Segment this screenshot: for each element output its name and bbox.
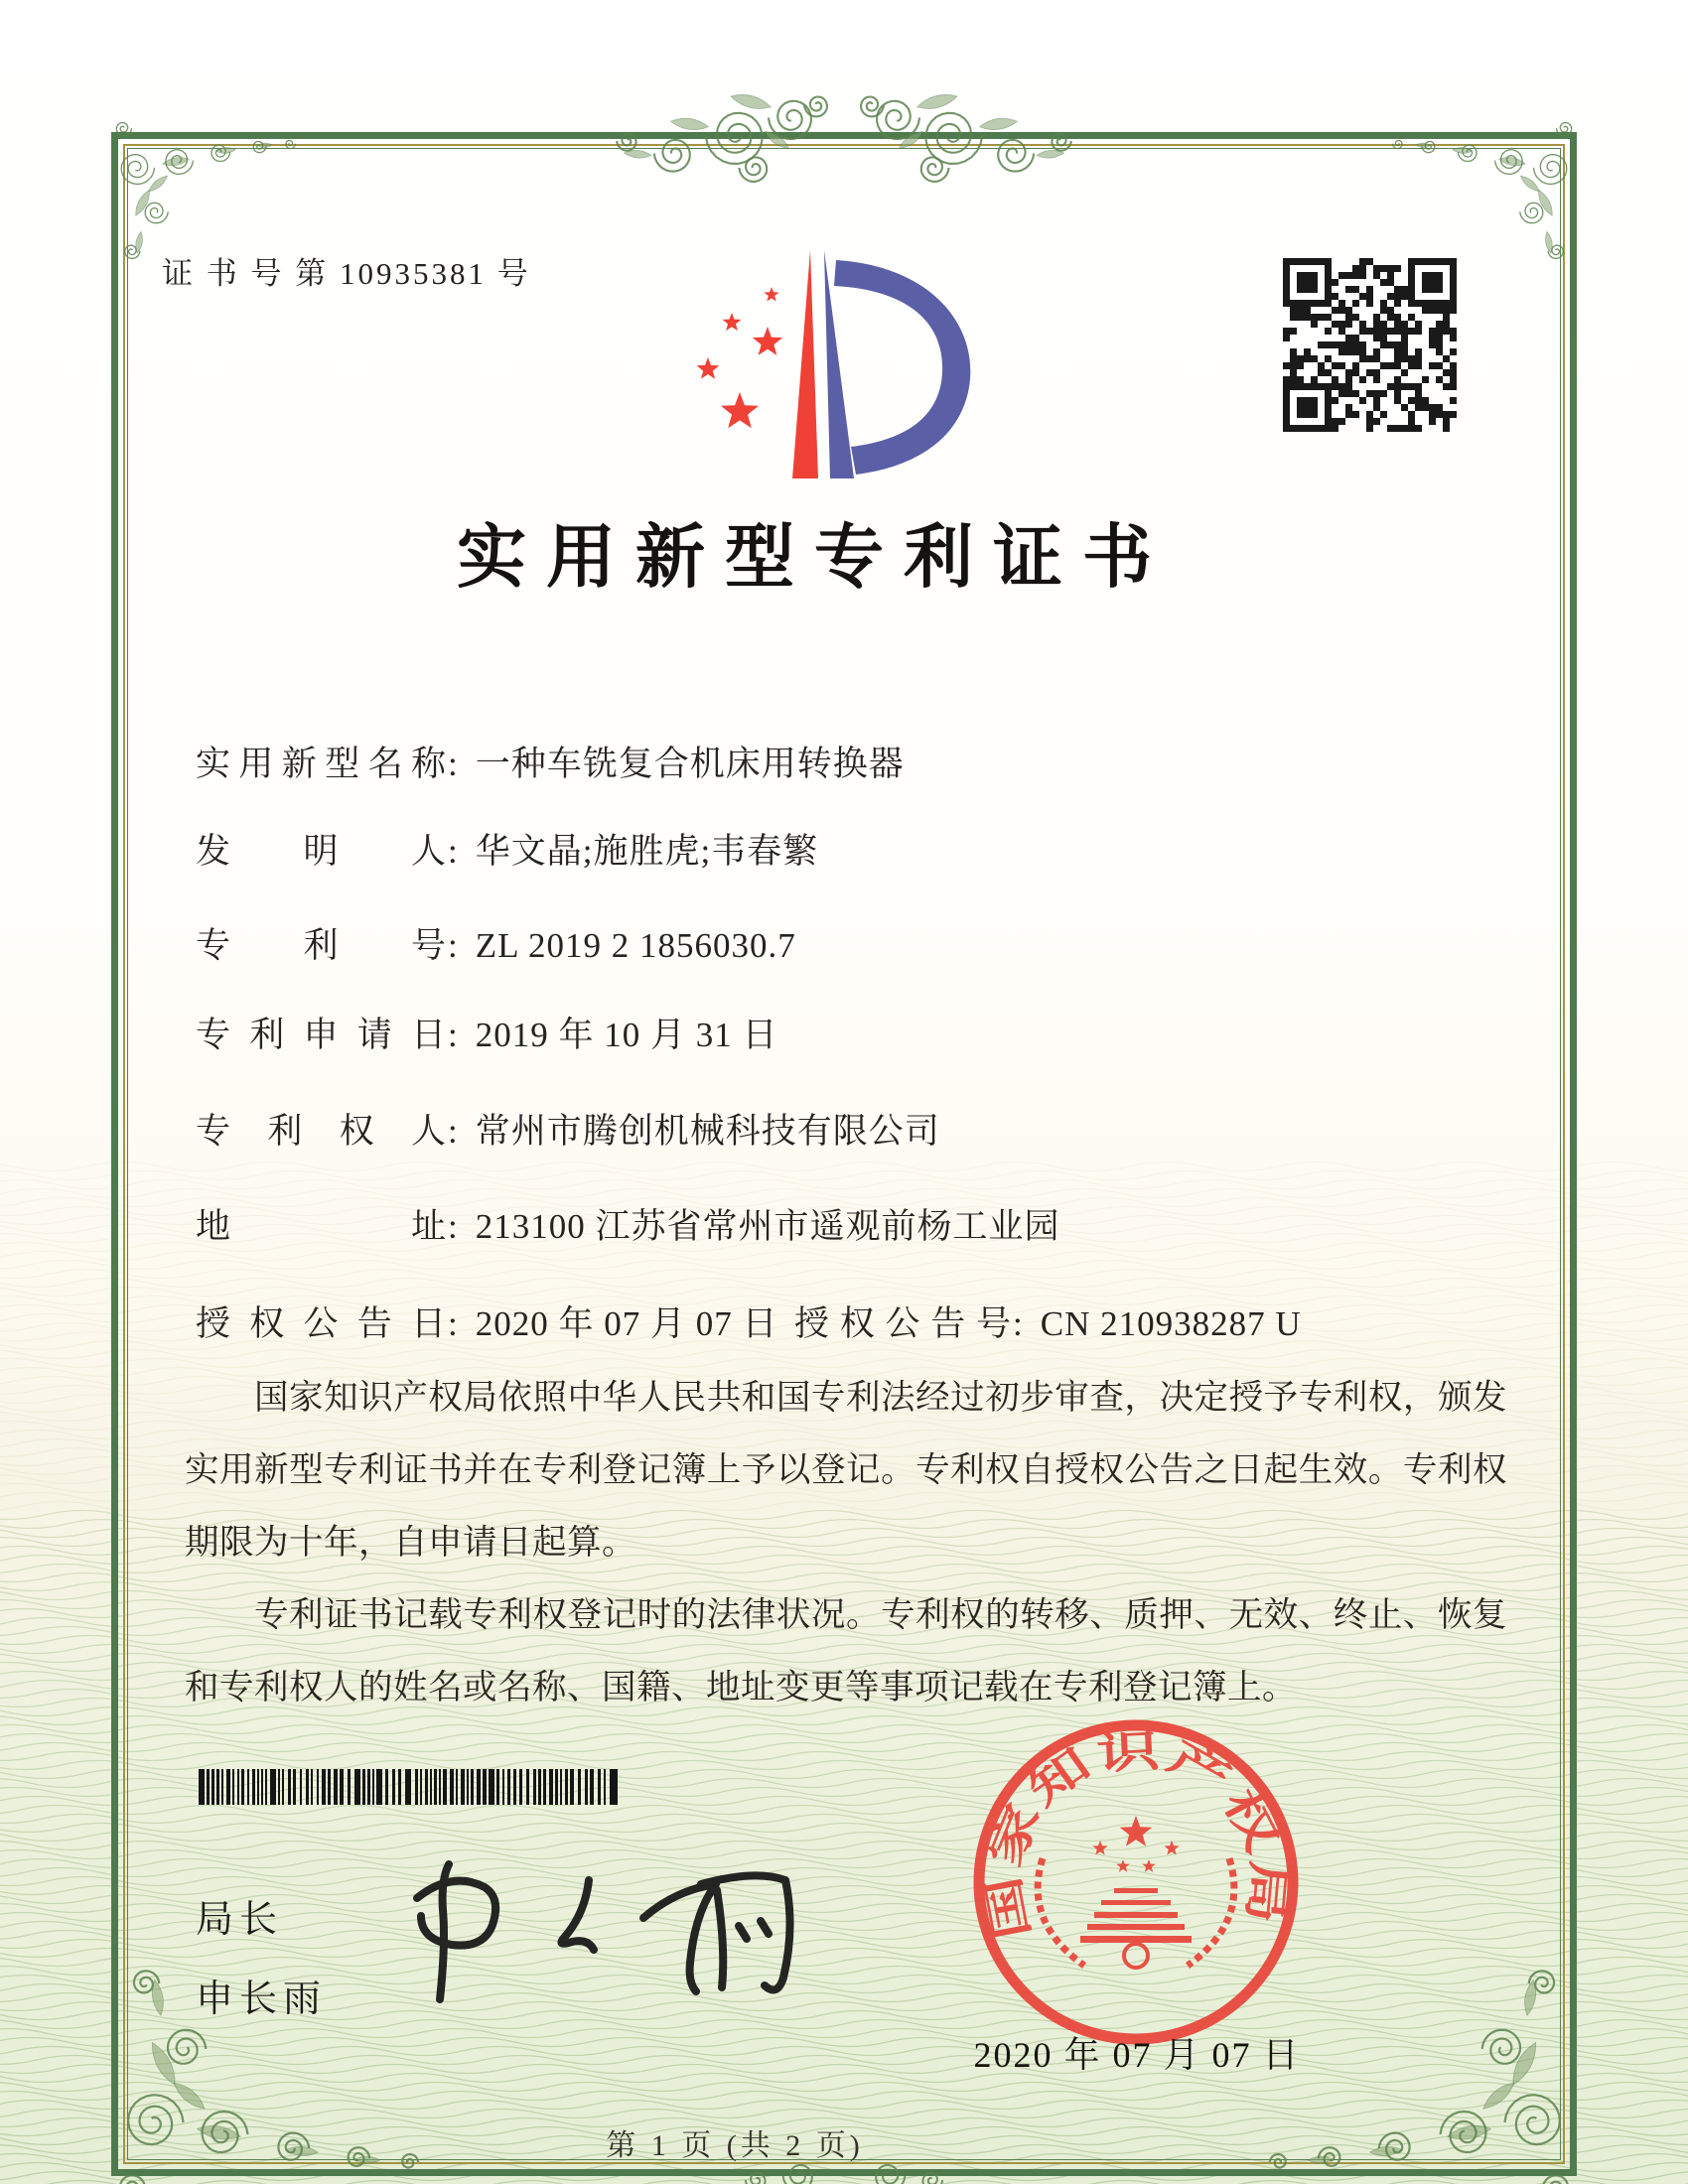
logo-blue-bowl: [834, 260, 970, 475]
field-value: 2020 年 07 月 07 日: [475, 1304, 778, 1343]
field-colon: :: [448, 1304, 458, 1343]
field-grant-number: [794, 1297, 1302, 1346]
field-row-grant-date: [196, 1297, 1566, 1346]
qr-code-icon: [1283, 258, 1458, 433]
field-colon: :: [448, 1207, 458, 1246]
field-value: 2019 年 10 月 31 日: [475, 1016, 778, 1054]
field-value: ZL 2019 2 1856030.7: [475, 926, 796, 965]
field-value: CN 210938287 U: [1040, 1304, 1302, 1343]
field-label: 专 利 号: [196, 926, 446, 965]
field-row-name: [196, 737, 1566, 786]
field-label: 专 利 权 人: [196, 1112, 446, 1151]
field-value: 213100 江苏省常州市遥观前杨工业园: [475, 1207, 1060, 1246]
logo-stars: [697, 287, 783, 428]
field-label: 实 用 新 型 名 称: [196, 745, 446, 783]
officer-name: 申长雨: [196, 1979, 328, 2020]
national-emblem: [1038, 1816, 1234, 1968]
field-label: 专 利 申 请 日: [196, 1016, 446, 1054]
field-label: 发 明 人: [196, 832, 446, 871]
field-colon: :: [1013, 1304, 1023, 1343]
legal-paragraph-2: 专利证书记载专利权登记时的法律状况。专利权的转移、质押、无效、终止、恢复和专利权人的姓名或名称、国籍、地址变更等事项记载在专利登记簿上。: [185, 1596, 1507, 1706]
field-colon: :: [448, 1112, 458, 1151]
official-seal: [945, 1692, 1328, 2074]
seal-date: 2020 年 07 月 07 日: [973, 2035, 1301, 2075]
legal-paragraph-1: 国家知识产权局依照中华人民共和国专利法经过初步审查，决定授予专利权，颁发实用新型专利证书并在专利登记簿上予以登记。专利权自授权公告之日起生效。专利权期限为十年，自申请日起算。: [185, 1379, 1507, 1562]
field-colon: :: [448, 926, 458, 965]
handwritten-signature: [357, 1827, 834, 2025]
field-value: 华文晶;施胜虎;韦春繁: [475, 832, 819, 871]
certificate-title: 实用新型专利证书: [457, 520, 1172, 597]
field-row-patent-number: [196, 918, 1566, 968]
field-row-patentee: [196, 1104, 1566, 1154]
field-value: 常州市腾创机械科技有限公司: [475, 1112, 940, 1151]
field-label: 授 权 公 告 日: [196, 1304, 446, 1343]
field-colon: :: [448, 745, 458, 783]
seal-text: 国家知识产权局: [979, 1726, 1294, 1944]
certificate-number: 证 书 号 第 10935381 号: [162, 256, 531, 291]
legal-text: [185, 1362, 1507, 1724]
field-row-address: [196, 1199, 1566, 1249]
cnipa-logo-icon: [655, 228, 993, 496]
field-label: 地 址: [196, 1207, 446, 1246]
field-colon: :: [448, 1016, 458, 1054]
officer-title: 局长: [196, 1899, 284, 1941]
field-value: 一种车铣复合机床用转换器: [475, 745, 905, 783]
field-row-filing-date: [196, 1008, 1566, 1057]
logo-red-wedge: [792, 250, 818, 478]
page-footer: 第 1 页 (共 2 页): [606, 2129, 864, 2162]
field-label: 授 权 公 告 号: [794, 1304, 1011, 1343]
barcode-icon: [199, 1769, 620, 1805]
field-colon: :: [448, 832, 458, 871]
field-row-inventors: [196, 824, 1566, 874]
